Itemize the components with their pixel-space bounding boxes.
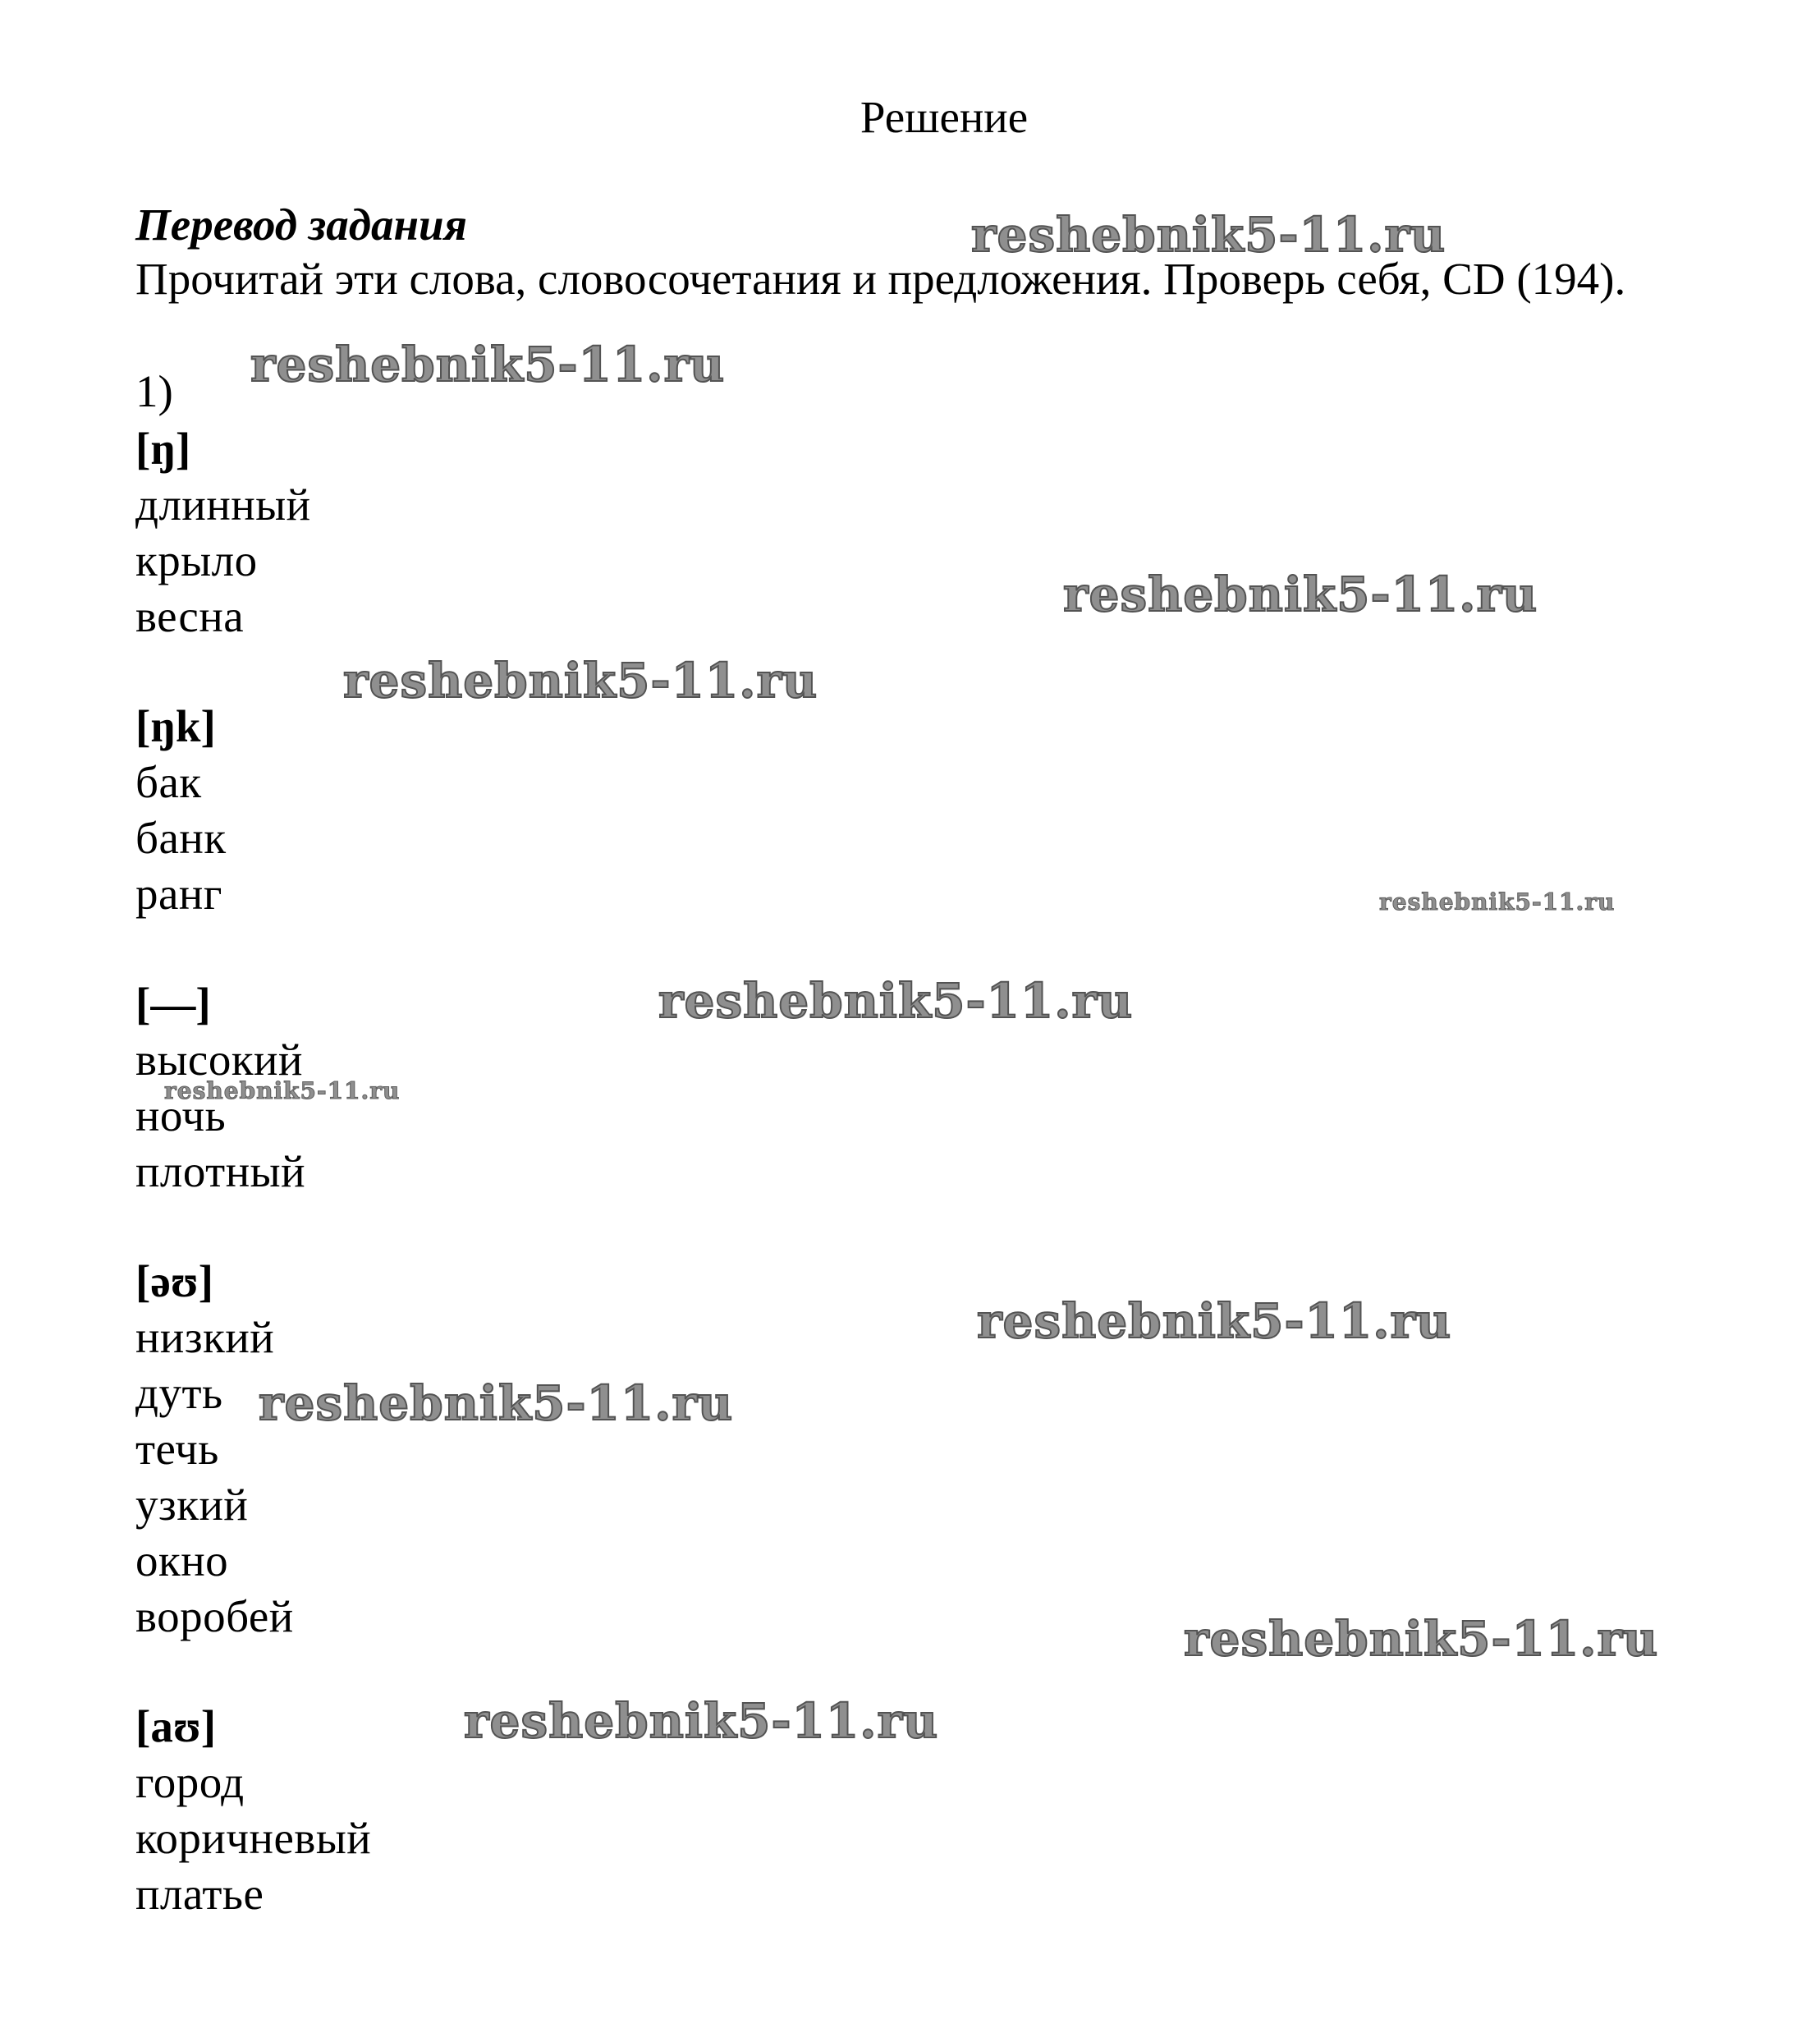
phonetic-symbol: [əʊ] — [135, 1256, 213, 1306]
word-item: длинный — [135, 480, 311, 530]
word-item: окно — [135, 1535, 229, 1585]
phonetic-symbol: [aʊ] — [135, 1701, 217, 1751]
watermark: reshebnik5-11.ru — [259, 1375, 734, 1431]
word-item: дуть — [135, 1368, 223, 1418]
word-item: высокий — [135, 1035, 303, 1085]
word-item: низкий — [135, 1312, 275, 1362]
watermark: reshebnik5-11.ru — [977, 1293, 1452, 1349]
word-item: плотный — [135, 1146, 306, 1196]
watermark: reshebnik5-11.ru — [971, 207, 1446, 263]
part-number: 1) — [135, 366, 173, 416]
watermark: reshebnik5-11.ru — [658, 973, 1134, 1029]
watermark: reshebnik5-11.ru — [164, 1077, 401, 1104]
watermark: reshebnik5-11.ru — [343, 653, 818, 709]
page-title: Решение — [860, 92, 1029, 142]
watermark: reshebnik5-11.ru — [1184, 1611, 1659, 1667]
word-item: узкий — [135, 1480, 249, 1530]
phonetic-symbol: [—] — [135, 979, 211, 1029]
phonetic-group — [135, 421, 311, 645]
word-item: ранг — [135, 869, 222, 919]
watermark: reshebnik5-11.ru — [250, 337, 726, 392]
word-item: весна — [135, 591, 245, 641]
word-item: город — [135, 1757, 245, 1807]
word-item: крыло — [135, 535, 258, 585]
word-item: бак — [135, 757, 202, 807]
word-item: ночь — [135, 1090, 227, 1140]
phonetic-group — [135, 1254, 294, 1645]
word-item: воробей — [135, 1591, 294, 1641]
phonetic-group — [135, 699, 227, 922]
watermark: reshebnik5-11.ru — [1379, 888, 1616, 915]
word-item: коричневый — [135, 1813, 372, 1863]
word-item: банк — [135, 813, 227, 863]
phonetic-group — [135, 1699, 371, 1922]
word-item: платье — [135, 1869, 264, 1919]
task-instruction: Прочитай эти слова, словосочетания и предложения. Проверь себя, CD (194). — [135, 254, 1626, 304]
watermark: reshebnik5-11.ru — [1063, 567, 1538, 622]
phonetic-symbol: [ŋ] — [135, 424, 191, 474]
phonetic-symbol: [ŋk] — [135, 701, 216, 751]
section-heading: Перевод задания — [135, 200, 467, 250]
word-item: течь — [135, 1424, 219, 1474]
watermark: reshebnik5-11.ru — [464, 1693, 939, 1749]
